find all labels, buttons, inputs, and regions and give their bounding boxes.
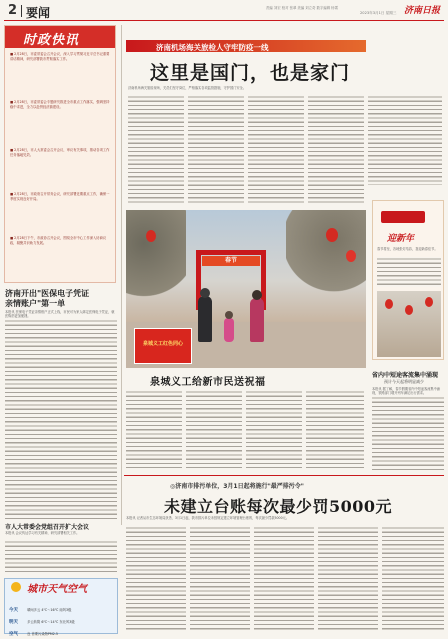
column-divider [121,25,122,525]
photo-story-col-3 [246,390,302,468]
person-figure [250,298,264,342]
child-head [225,311,233,319]
arch-banner [202,256,260,266]
weather-row-text: 晴间多云 4℃～16℃ 南风3级 [27,608,72,612]
lantern-icon [146,230,156,242]
child-figure [224,318,234,342]
main-body-col-4 [308,95,364,205]
photo-inset [134,328,192,364]
weather-row-label: 今天 [9,608,18,613]
bottom-headline: 未建立台账每次最少罚5000元 [164,497,393,516]
masthead-meta: 责编 刘宏 校对 张翠 美编 刘立奇 数字编辑 杨霄 [266,6,338,10]
section-title: 要闻 [26,6,51,20]
masthead-rule [4,20,444,21]
quick-news-item: ■ 2月28日，市委常委会专题研究推进全市重点工作落实，强调坚持稳中求进，全力以赴拼经济搞建设。 [10,100,110,109]
quick-news-header [5,26,115,48]
main-body-col-2 [188,95,244,205]
left-brief-body-text [5,540,117,574]
bottom-body-col-2 [190,526,250,632]
weather-box [4,578,118,637]
weather-row-text: 良 首要污染物PM2.5 [27,632,58,636]
masthead [4,3,444,19]
bottom-body-col-1 [126,526,186,632]
news-photo [126,210,366,368]
main-body-col-5 [368,95,442,185]
quick-news-list [10,52,110,276]
sidebar-badge [381,211,425,223]
main-body-col-3 [248,95,304,205]
main-body-col-1 [128,95,184,205]
quick-news-panel [4,25,116,283]
lantern-icon [385,299,393,309]
main-kicker-bar [126,40,366,52]
left-brief-lead: 本报讯 会议传达学习有关精神，研究部署相关工作。 [5,531,80,535]
sidebar-photo [377,291,441,357]
sidebar-lead: 春节将至，各地张灯结彩，喜迎新春佳节。 [377,247,438,251]
weather-row-label: 空气 [9,632,18,637]
lantern-icon [346,250,356,262]
right-brief-lead: 本报讯 据了解，春节假期省内中短途客流集中涌现，铁路部门增开列车满足出行需求。 [372,387,440,395]
bottom-body-col-4 [318,526,378,632]
page-number: 2 [8,3,18,18]
left-article-body-text [5,319,117,519]
bottom-body-col-3 [254,526,314,632]
bottom-divider [124,475,444,476]
weather-row-label: 明天 [9,620,18,625]
sidebar-title: 迎新年 [387,234,415,244]
quick-news-item: ■ 2月28日，市人大常委会召开会议，审议有关事项，推动各项工作任务落地见效。 [10,148,110,157]
weather-row [9,608,113,625]
weather-row [9,596,113,613]
left-article-lead: 本报讯 医保电子凭证亲情账户正式上线，市民可为家人绑定医保电子凭证，就医购药更加便捷。 [5,310,115,318]
quick-news-item: ■ 2月28日下午，市政协召开会议，围绕全市中心工作深入协商议政，凝聚共识助力发展。 [10,236,107,245]
right-brief-subtitle: 预计今天起将明显减少 [384,379,424,384]
quick-news-item: ■ 2月28日，市委常委会召开会议，深入学习贯彻习近平总书记重要讲话精神，研究部署我市贯彻落实工作。 [10,52,110,61]
sidebar-body-text [377,257,441,287]
person-figure [198,296,212,342]
person-head [200,288,210,298]
person-head [252,290,262,300]
weather-row-text: 多云转阴 6℃～14℃ 东北风3级 [27,620,75,624]
main-headline: 这里是国门，也是家门 [150,62,351,84]
lantern-icon [405,305,413,315]
quick-news-title: 时政快讯 [23,33,80,48]
lantern-icon [425,297,433,307]
photo-inset-text: 泉城义工红色同心 [142,341,183,347]
masthead-date: 2023年3月1日 星期三 [360,11,397,15]
arch-banner-text: 春节 [224,257,237,264]
weather-row [9,620,113,637]
photo-story-col-2 [186,390,242,468]
tree-left [126,210,186,320]
right-brief-title: 省内中短途客流集中涌现 [372,372,439,379]
bottom-kicker: ◎济南市排污单位，3月1日起将施行"最严排污令" [170,483,304,490]
lantern-icon [326,228,338,242]
sidebar-box [372,200,444,360]
main-kicker: 济南机场海关旅检人守牢防疫一线 [156,42,269,52]
bottom-lead: 本报讯 记者从市生态环境局获悉，3月1日起，我市排污单位未按规定建立环境管理台账的，每次最少罚款5000元。 [126,516,289,520]
photo-story-col-4 [306,390,364,468]
weather-title: 城市天气空气 [27,584,87,595]
quick-news-item: ■ 2月28日，市政府召开常务会议，研究部署近期重点工作，确保一季度实现良好开局。 [10,192,110,201]
sun-icon [11,582,21,592]
photo-story-col-1 [126,390,182,468]
left-brief-title: 市人大常委会党组召开扩大会议 [5,524,90,531]
bottom-body-col-5 [382,526,444,632]
main-lead: 济南机场海关旅检现场，关员们坚守岗位，严格落实各项监管措施，守护国门安全。 [128,86,246,90]
masthead-divider [21,5,22,17]
masthead-logo: 济南日报 [404,6,441,16]
left-article-title: 济南开出"医保电子凭证 亲情账户"第一单 [5,288,90,308]
right-brief-body-text [372,396,444,470]
photo-caption: 泉城义工给新市民送祝福 [150,377,266,388]
